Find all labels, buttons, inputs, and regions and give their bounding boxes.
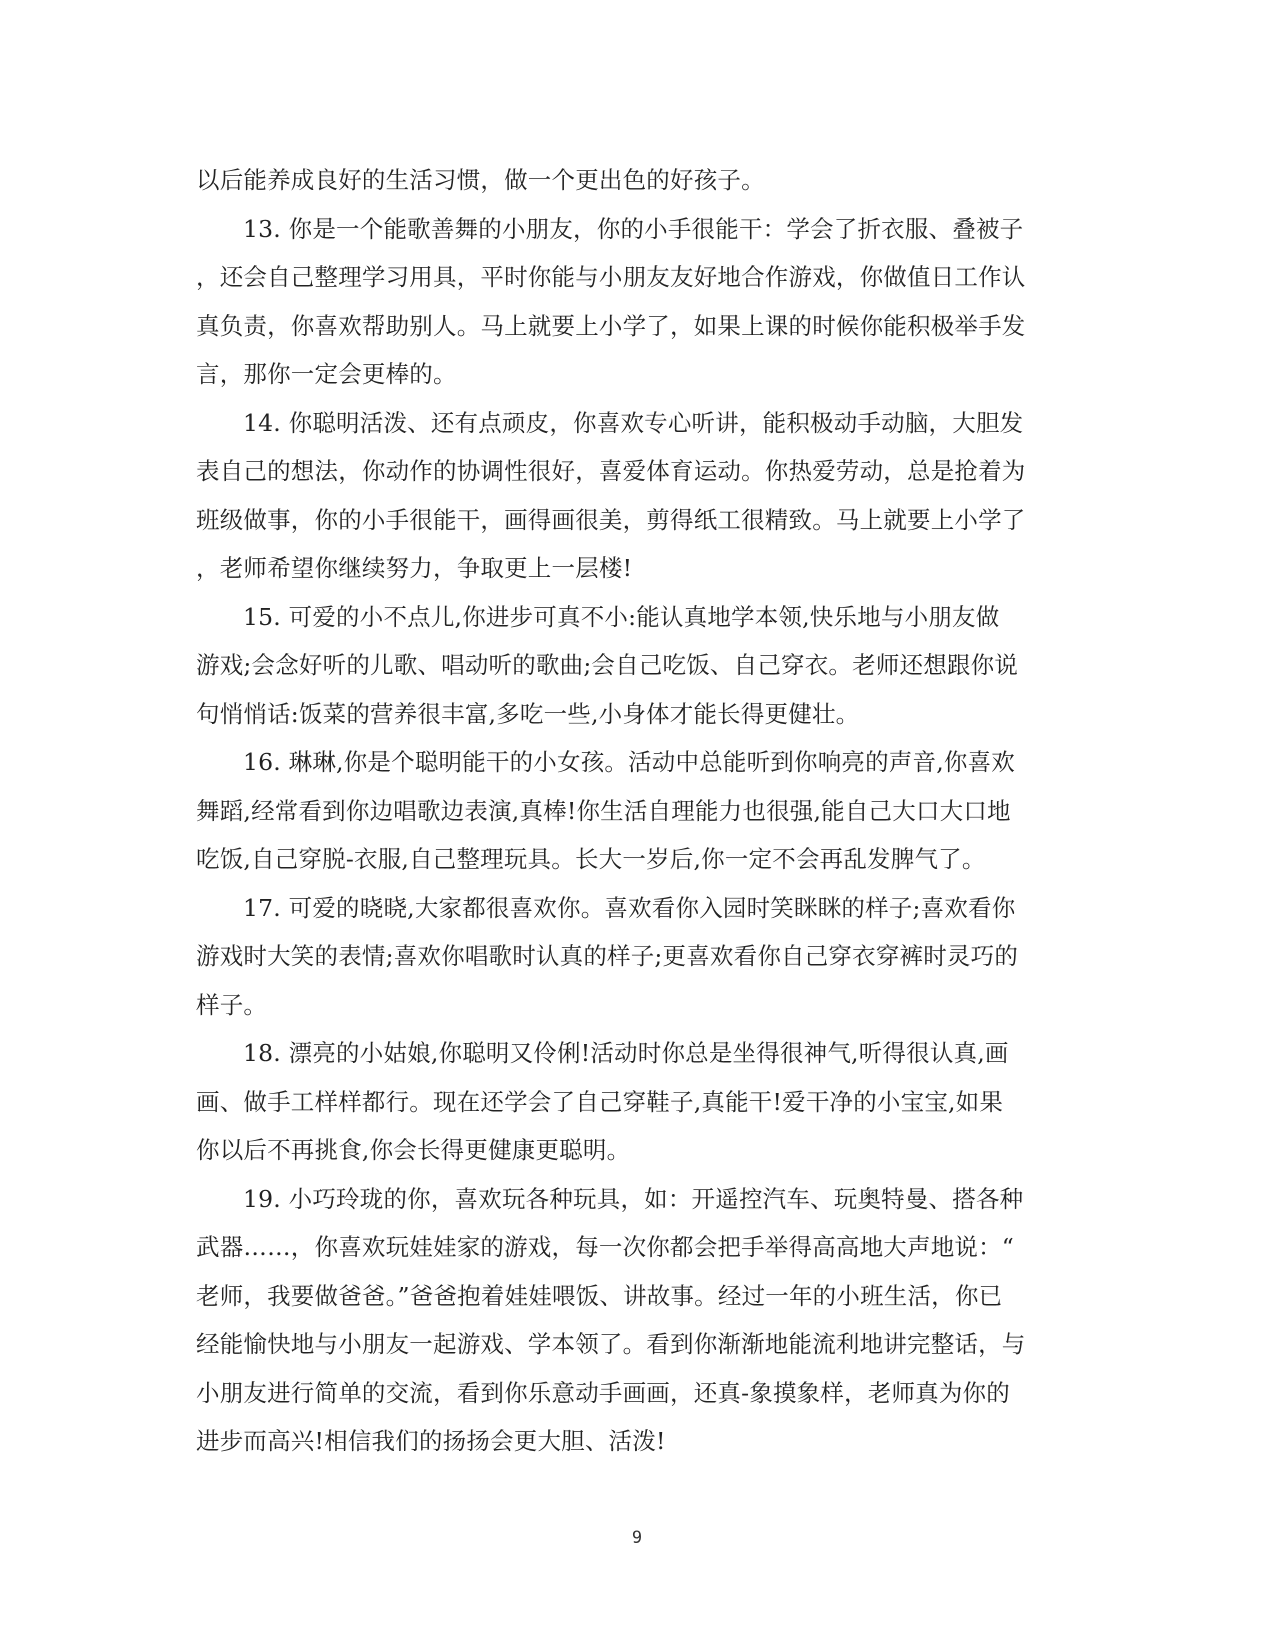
paragraph-16-start: 16. 琳琳,你是个聪明能干的小女孩。活动中总能听到你响亮的声音,你喜欢: [243, 748, 1015, 776]
text-line: 经能愉快地与小朋友一起游戏、学本领了。看到你渐渐地能流利地讲完整话，与: [196, 1330, 1026, 1358]
text-line: 游戏;会念好听的儿歌、唱动听的歌曲;会自己吃饭、自己穿衣。老师还想跟你说: [196, 651, 1019, 679]
paragraph-13-start: 13. 你是一个能歌善舞的小朋友，你的小手很能干：学会了折衣服、叠被子: [243, 214, 1024, 243]
text-line: 小朋友进行简单的交流，看到你乐意动手画画，还真-象摸象样，老师真为你的: [196, 1378, 1010, 1407]
text-line: 句悄悄话:饭菜的营养很丰富,多吃一些,小身体才能长得更健壮。: [196, 699, 860, 728]
text-line: 游戏时大笑的表情;喜欢你唱歌时认真的样子;更喜欢看你自己穿衣穿裤时灵巧的: [196, 942, 1019, 970]
text-line: 真负责，你喜欢帮助别人。马上就要上小学了，如果上课的时候你能积极举手发: [196, 311, 1026, 340]
paragraph-17-start: 17. 可爱的晓晓,大家都很喜欢你。喜欢看你入园时笑眯眯的样子;喜欢看你: [243, 893, 1016, 922]
paragraph-19-start: 19. 小巧玲珑的你，喜欢玩各种玩具，如：开遥控汽车、玩奥特曼、搭各种: [243, 1184, 1024, 1213]
text-line: 老师，我要做爸爸。”爸爸抱着娃娃喂饭、讲故事。经过一年的小班生活，你已: [196, 1281, 1003, 1310]
paragraph-14-start: 14. 你聪明活泼、还有点顽皮，你喜欢专心听讲，能积极动手动脑，大胆发: [243, 408, 1024, 437]
text-line: ，还会自己整理学习用具，平时你能与小朋友友好地合作游戏，你做值日工作认: [196, 263, 1026, 291]
page-number: 9: [631, 1528, 643, 1548]
text-line: 进步而高兴!相信我们的扬扬会更大胆、活泼!: [196, 1427, 666, 1455]
document-body: [196, 156, 1076, 1466]
text-line: 吃饭,自己穿脱-衣服,自己整理玩具。长大一岁后,你一定不会再乱发脾气了。: [196, 845, 986, 873]
paragraph-18-start: 18. 漂亮的小姑娘,你聪明又伶俐!活动时你总是坐得很神气,听得很认真,画: [243, 1039, 1009, 1067]
paragraph-15-start: 15. 可爱的小不点儿,你进步可真不小:能认真地学本领,快乐地与小朋友做: [243, 602, 1000, 631]
text-line: 样子。: [196, 990, 268, 1019]
text-line: ，老师希望你继续努力，争取更上一层楼!: [196, 554, 633, 582]
text-line: 以后能养成良好的生活习惯，做一个更出色的好孩子。: [196, 166, 765, 194]
text-line: 言，那你一定会更棒的。: [196, 360, 457, 388]
text-line: 画、做手工样样都行。现在还学会了自己穿鞋子,真能干!爱干净的小宝宝,如果: [196, 1087, 1004, 1116]
text-line: 你以后不再挑食,你会长得更健康更聪明。: [196, 1136, 631, 1164]
text-line: 班级做事，你的小手很能干，画得画很美，剪得纸工很精致。马上就要上小学了: [196, 505, 1026, 534]
text-line: 表自己的想法，你动作的协调性很好，喜爱体育运动。你热爱劳动，总是抢着为: [196, 457, 1026, 485]
text-line: 舞蹈,经常看到你边唱歌边表演,真棒!你生活自理能力也很强,能自己大口大口地: [196, 796, 1011, 825]
text-line: 武器……，你喜欢玩娃娃家的游戏，每一次你都会把手举得高高地大声地说：“: [196, 1233, 1015, 1261]
